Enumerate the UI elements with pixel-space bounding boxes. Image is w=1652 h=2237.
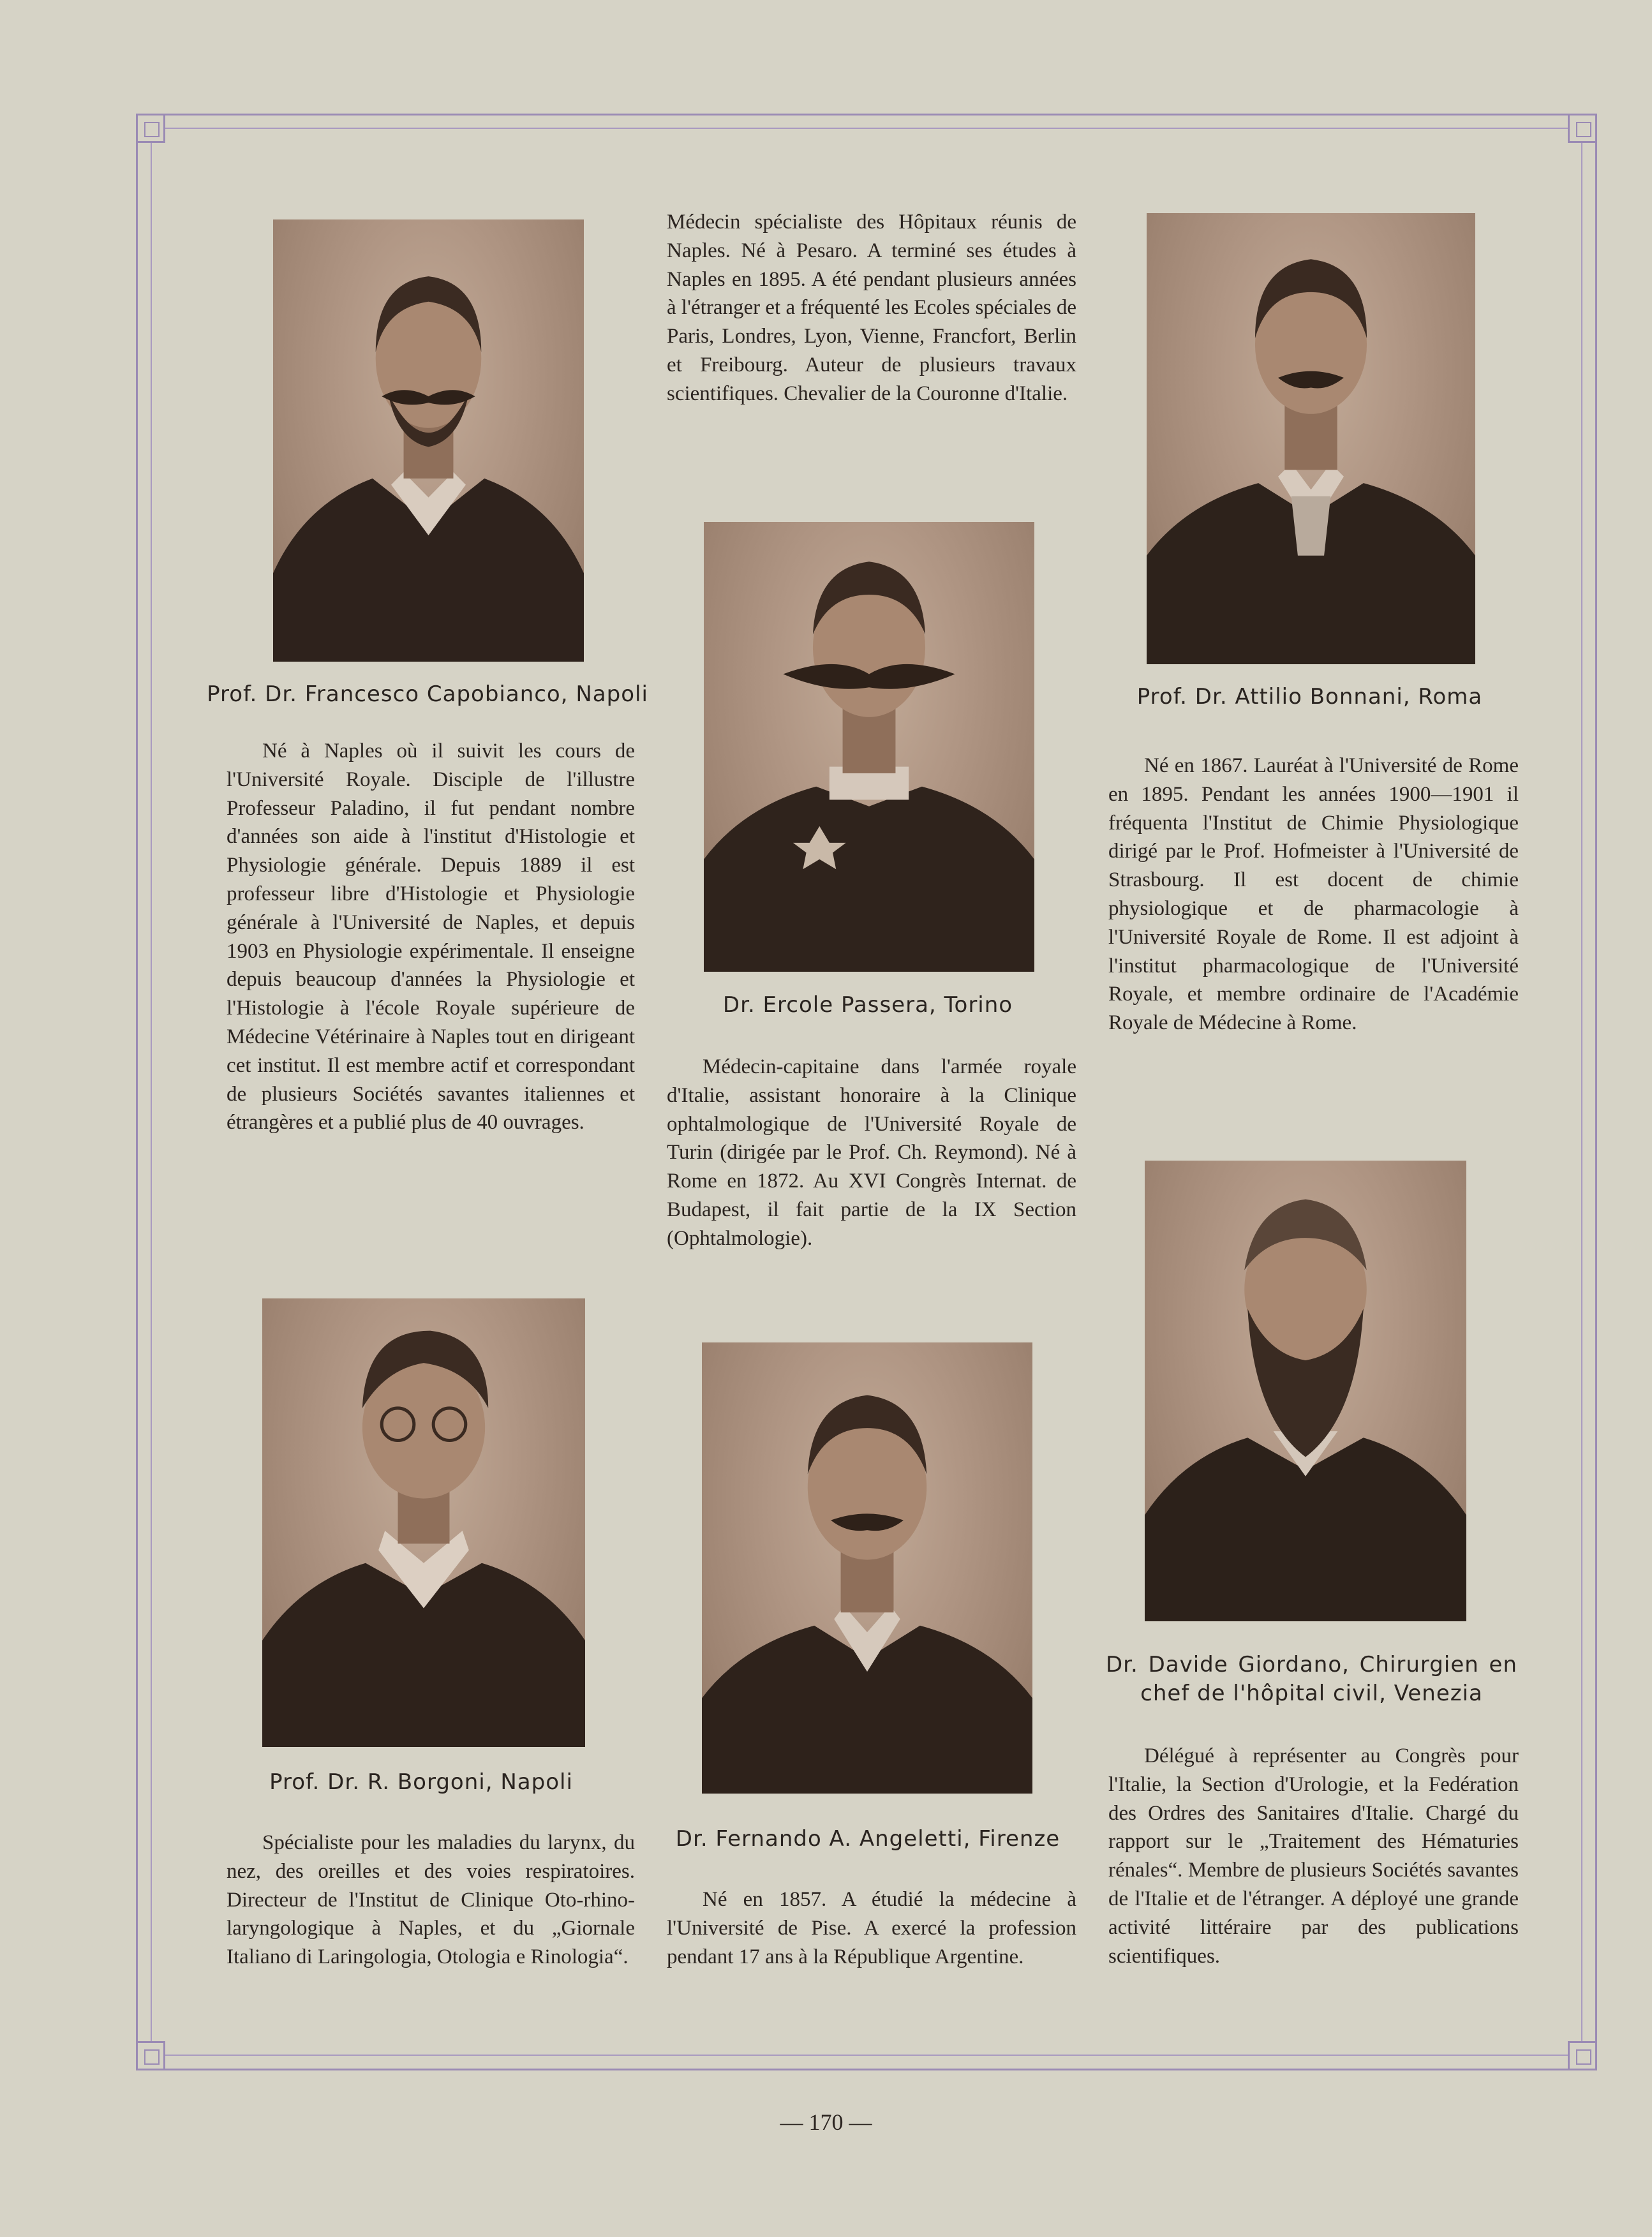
corner-ornament-top-right: [1568, 114, 1597, 143]
caption-passera: Dr. Ercole Passera, Torino: [722, 992, 1013, 1018]
portrait-photo-angeletti: [702, 1342, 1032, 1794]
caption-angeletti: Dr. Fernando A. Angeletti, Firenze: [675, 1826, 1060, 1852]
bio-bonnani: Né en 1867. Lauréat à l'Université de Rome en 1895. Pendant les années 1900—1901 il fréquenta l'Institut de Chimie Physiologique dirigé par le Prof. Hofmeister à l'Université de Strasbourg. Il est docent de chimie physiologique et de pharmacologie à l'Université Royale de Rome. Il est adjoint à l'institut pharmacologique de l'Université Royale, et membre ordinaire de l'Académie Royale de Médecine à Rome.: [1108, 754, 1519, 1035]
caption-bonnani: Prof. Dr. Attilio Bonnani, Roma: [1136, 684, 1483, 710]
bio-continuation-previous-page: Médecin spécialiste des Hôpitaux réunis de Naples. Né à Pesaro. A terminé ses études à Naples en 1895. A été pendant plusieurs années à l'étranger et a fréquenté les Ecoles spéciales de Paris, Londres, Lyon, Vienne, Francfort, Berlin et Freibourg. Auteur de plusieurs travaux scientifiques. Chevalier de la Couronne d'Italie.: [667, 211, 1076, 405]
corner-ornament-bottom-left: [136, 2041, 165, 2070]
portrait-photo-passera: [704, 522, 1034, 972]
bio-passera: Médecin-capitaine dans l'armée royale d'Italie, assistant honoraire à la Clinique ophtalmologique de l'Université Royale de Turin (dirigée par le Prof. Ch. Reymond). Né à Rome en 1872. Au XVI Congrès Internat. de Budapest, il fait partie de la IX Section (Ophtalmologie).: [667, 1055, 1076, 1250]
corner-ornament-top-left: [136, 114, 165, 143]
bio-capobianco: Né à Naples où il suivit les cours de l'Université Royale. Disciple de l'illustre Professeur Paladino, il fut pendant nombre d'années son aide à l'institut d'Histologie et Physiologie générale. Depuis 1889 il est professeur libre d'Histologie et Physiologie générale à l'Université de Naples, et depuis 1903 en Physiologie expérimentale. Il enseigne depuis beaucoup d'années la Physiologie et l'Histologie à l'école Royale supérieure de Médecine Vétérinaire à Naples tout en dirigeant cet institut. Il est membre actif et correspondant de plusieurs Sociétés savantes italiennes et étrangères et a publié plus de 40 ouvrages.: [227, 739, 635, 1134]
bio-borgoni: Spécialiste pour les maladies du larynx, du nez, des oreilles et des voies respiratoires. Directeur de l'Institut de Clinique Oto-rhino-laryngologique à Naples, et du „Giornale Italiano di Laringologia, Otologia e Rinologia“.: [227, 1831, 635, 1969]
portrait-photo-giordano: [1145, 1161, 1466, 1621]
bio-angeletti: Né en 1857. A étudié la médecine à l'Université de Pise. A exercé la profession pendant 17 ans à la République Argentine.: [667, 1888, 1076, 1968]
caption-giordano: Dr. Davide Giordano, Chirurgien en chef de l'hôpital civil, Venezia: [1106, 1652, 1517, 1706]
caption-capobianco: Prof. Dr. Francesco Capobianco, Napoli: [207, 681, 648, 707]
caption-borgoni: Prof. Dr. R. Borgoni, Napoli: [269, 1769, 573, 1795]
portrait-photo-bonnani: [1147, 213, 1475, 664]
portrait-photo-borgoni: [262, 1298, 585, 1747]
bio-giordano: Délégué à représenter au Congrès pour l'Italie, la Section d'Urologie, et la Fedération des Ordres des Sanitaires d'Italie. Chargé du rapport sur le „Traitement des Hématuries rénales“. Membre de plusieurs Sociétés savantes de l'Italie et de l'étranger. A déployé une grande activité littéraire par des publications scientifiques.: [1108, 1744, 1519, 1968]
portrait-photo-capobianco: [273, 219, 584, 662]
page-number: — 170 —: [780, 2109, 872, 2135]
corner-ornament-bottom-right: [1568, 2041, 1597, 2070]
